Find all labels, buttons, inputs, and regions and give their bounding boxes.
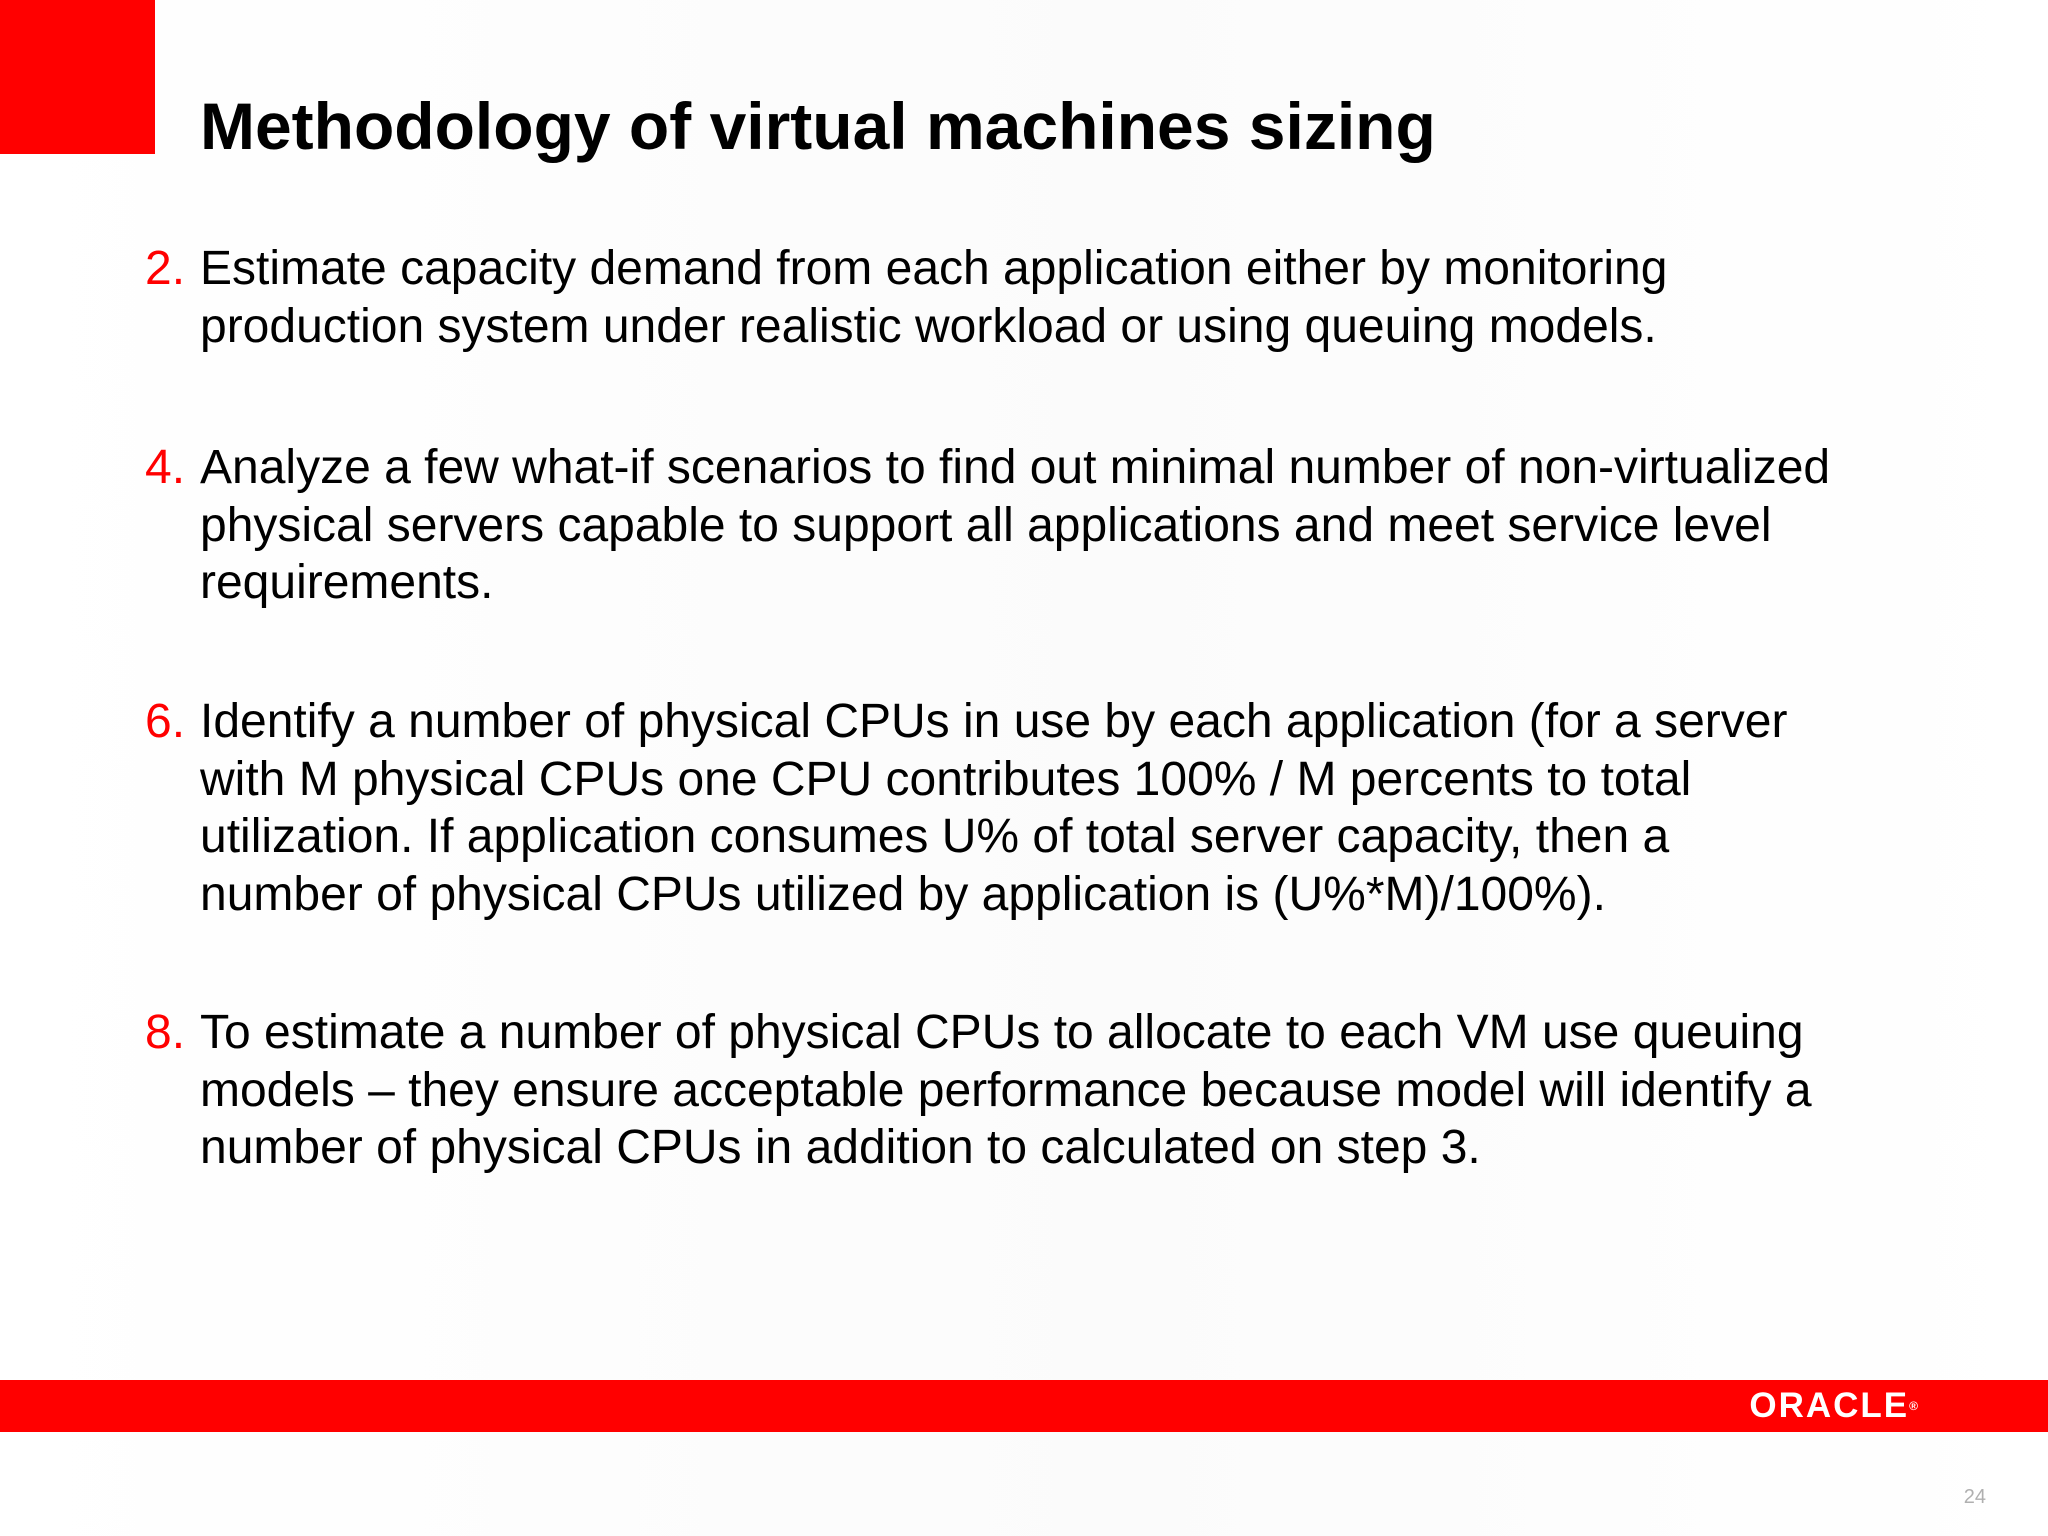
list-item-number: 2. bbox=[145, 242, 186, 295]
list-item-number: 6. bbox=[145, 695, 186, 748]
oracle-logo bbox=[1749, 1386, 1918, 1425]
list-item-number: 8. bbox=[145, 1006, 186, 1059]
list-item-text: Estimate capacity demand from each application either by monitoring production system under realistic workload or using queuing models. bbox=[200, 242, 1668, 353]
oracle-logo-text: ORACLE bbox=[1749, 1386, 1910, 1425]
list-item-number: 4. bbox=[145, 441, 186, 494]
list-item-text: Identify a number of physical CPUs in use by each application (for a server with M physical CPUs one CPU contributes 100% / M percents to total utilization. If application consumes U% of total server capacity, then a number of physical CPUs utilized by application is (U%*M)/100%). bbox=[200, 695, 1788, 921]
footer-bar bbox=[0, 1380, 2048, 1432]
list-item-text: Analyze a few what-if scenarios to find out minimal number of non-virtualized physical servers capable to support all applications and meet service level requirements. bbox=[200, 441, 1831, 609]
list-item-text: To estimate a number of physical CPUs to allocate to each VM use queuing models – they ensure acceptable performance because model will identify a number of physical CPUs in addition to calculated on step 3. bbox=[200, 1006, 1812, 1174]
registered-mark: ® bbox=[1909, 1399, 1918, 1413]
page-number: 24 bbox=[1963, 1486, 1986, 1508]
slide-title: Methodology of virtual machines sizing bbox=[200, 89, 1436, 163]
